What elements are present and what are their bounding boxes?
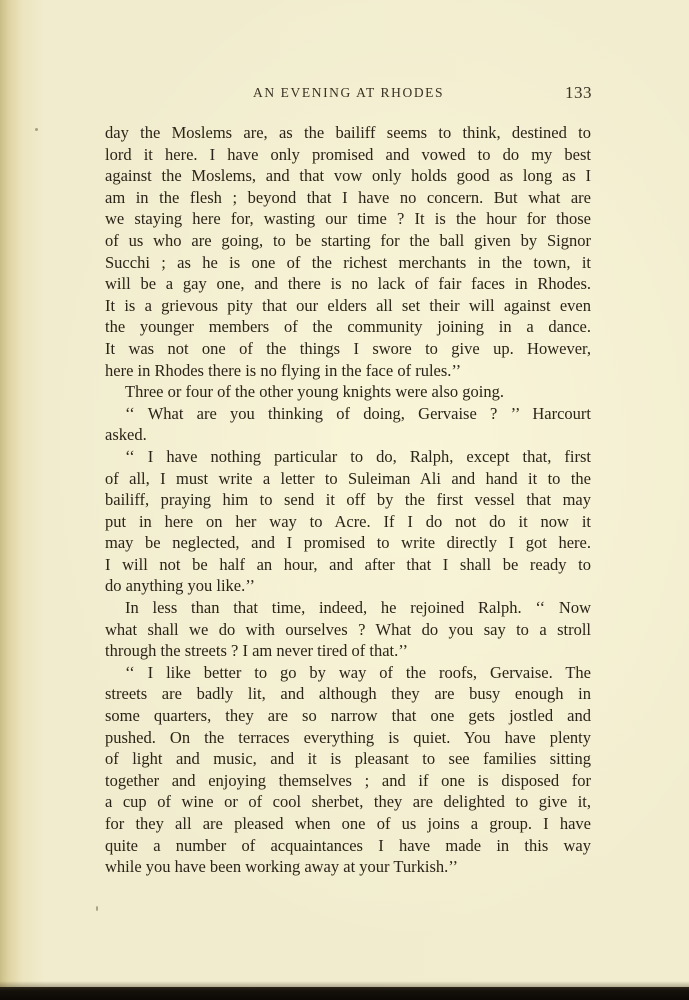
text-line: Three or four of the other young knights were also going. (125, 382, 504, 402)
text-line: It is a grievous pity that our elders all set their will against even (105, 295, 591, 315)
text-line: pushed. On the terraces everything is quiet. You have plenty (105, 727, 591, 747)
paper-speck (35, 128, 38, 131)
page-header (0, 85, 689, 107)
text-line: am in the flesh ; beyond that I have no concern. But what are (105, 187, 591, 207)
text-line: we staying here for, wasting our time ? It is the hour for those (105, 209, 591, 229)
text-line: I will not be half an hour, and after that I shall be ready to (105, 554, 591, 574)
text-line: the younger members of the community joining in a dance. (105, 317, 591, 337)
text-line: may be neglected, and I promised to write directly I got here. (105, 533, 591, 553)
text-line: It was not one of the things I swore to give up. However, (105, 338, 591, 358)
text-line: here in Rhodes there is no flying in the face of rules.’’ (105, 360, 462, 380)
text-line: asked. (105, 425, 147, 445)
text-line: of light and music, and it is pleasant to see families sitting (105, 749, 591, 769)
text-line: will be a gay one, and there is no lack of fair faces in Rhodes. (105, 274, 591, 294)
page-number: 133 (565, 83, 592, 102)
text-line: of us who are going, to be starting for the ball given by Signor (105, 230, 591, 250)
text-line: of all, I must write a letter to Suleiman Ali and hand it to the (105, 468, 591, 488)
text-line: quite a number of acquaintances I have made in this way (105, 835, 591, 855)
text-line: for they all are pleased when one of us joins a group. I have (105, 814, 591, 833)
text-line: ‘‘ What are you thinking of doing, Gervaise ? ’’ Harcourt (125, 403, 591, 423)
text-line: day the Moslems are, as the bailiff seems to think, destined to (105, 123, 591, 142)
text-line: lord it here. I have only promised and vowed to do my best (105, 144, 591, 164)
running-head: AN EVENING AT RHODES (253, 85, 445, 100)
text-line: what shall we do with ourselves ? What do you say to a stroll (105, 619, 591, 639)
body-text (105, 122, 591, 878)
text-line: through the streets ? I am never tired of that.’’ (105, 641, 408, 661)
text-line: together and enjoying themselves ; and if one is disposed for (105, 770, 591, 790)
text-line: put in here on her way to Acre. If I do not do it now it (105, 511, 591, 531)
text-line: In less than that time, indeed, he rejoined Ralph. ‘‘ Now (125, 598, 591, 618)
text-line: Succhi ; as he is one of the richest merchants in the town, it (105, 252, 591, 272)
text-line: a cup of wine or of cool sherbet, they are delighted to give it, (105, 792, 591, 812)
text-line: ‘‘ I have nothing particular to do, Ralph, except that, first (125, 446, 591, 466)
text-line: bailiff, praying him to send it off by the first vessel that may (105, 490, 591, 510)
page-bottom-edge (0, 987, 689, 1000)
text-line: against the Moslems, and that vow only holds good as long as I (105, 166, 591, 186)
text-line: do anything you like.’’ (105, 576, 255, 596)
text-line: while you have been working away at your Turkish.’’ (105, 857, 459, 877)
text-line: some quarters, they are so narrow that one gets jostled and (105, 706, 591, 726)
paper-speck (96, 906, 98, 911)
text-line: streets are badly lit, and although they are busy enough in (105, 684, 591, 704)
text-line: ‘‘ I like better to go by way of the roofs, Gervaise. The (125, 662, 591, 682)
